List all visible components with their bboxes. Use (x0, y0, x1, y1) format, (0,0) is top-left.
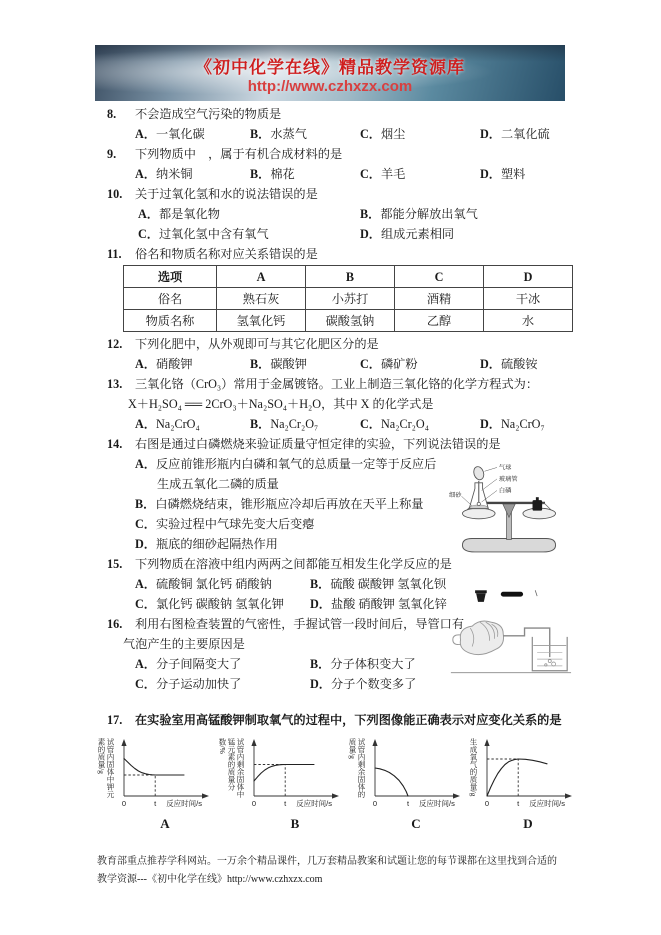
option-text: 分子体积变大了 (330, 657, 416, 671)
question-text: 下列化肥中，从外观即可与其它化肥区分的是 (135, 337, 379, 351)
option-letter: A． (135, 657, 156, 671)
option-letter: B． (360, 207, 381, 221)
question-number: 9. (107, 147, 117, 161)
option-c (360, 124, 480, 144)
option-text: 反应前锥形瓶内白磷和氧气的总质量一定等于反应后 (156, 457, 437, 471)
balloon-label: 气球 (498, 464, 512, 472)
table-header-cell: 选项 (124, 266, 217, 288)
graph-A-plot (115, 736, 215, 810)
option-a (135, 654, 310, 674)
table-header-cell: A (217, 266, 306, 288)
question-text: 俗名和物质名称对应关系错误的是 (135, 247, 318, 261)
option-d (480, 124, 569, 144)
option-text: 硝酸钾 (156, 357, 193, 371)
option-letter: C． (138, 227, 159, 241)
table-cell: 干冰 (484, 288, 573, 310)
option-letter: B． (250, 417, 271, 431)
graph-B-plot (245, 736, 345, 810)
question-17 (95, 710, 569, 834)
table-cell: 水 (484, 310, 573, 332)
graph-C-plot (366, 736, 466, 810)
graph-A-letter: A (160, 816, 170, 831)
option-text: 都能分解放出氧气 (380, 207, 478, 221)
options-row (135, 354, 569, 374)
footer-line2 (97, 871, 575, 889)
option-text: 水蒸气 (270, 127, 307, 141)
option-a (138, 204, 360, 224)
question-text-line2: 气泡产生的主要原因是 (123, 637, 245, 651)
option-text: 分子运动加快了 (156, 677, 242, 691)
option-text: 一氧化碳 (156, 127, 205, 141)
white-phosphorus-label: 白磷 (498, 487, 512, 495)
option-a (135, 414, 250, 434)
graph-D-ylabel: 生成氧气的质量/g (469, 738, 478, 797)
option-letter: A． (135, 577, 156, 591)
option-letter: C． (360, 357, 381, 371)
q11-table (123, 265, 573, 332)
question-text: 关于过氧化氢和水的说法错误的是 (135, 187, 318, 201)
options-row (135, 414, 569, 434)
option-d (480, 414, 569, 434)
table-header-cell: B (306, 266, 395, 288)
option-a (135, 574, 310, 594)
option-text: 硫酸铵 (501, 357, 538, 371)
option-text: 氯化钙 碳酸钠 氢氧化钾 (156, 597, 284, 611)
table-cell: 俗名 (124, 288, 217, 310)
svg-text:t: t (154, 799, 157, 808)
footer-url-link[interactable]: http://www.czhxzx.com (227, 873, 323, 885)
option-c (135, 594, 310, 614)
option-letter: D． (480, 417, 501, 431)
question-text: 下列物质中 ，属于有机合成材料的是 (135, 147, 343, 161)
option-text: 烟尘 (381, 127, 406, 141)
question-11 (95, 244, 569, 332)
table-row (124, 288, 573, 310)
question-number: 17. (107, 713, 123, 727)
options-row (138, 204, 569, 244)
option-text: 瓶底的细砂起隔热作用 (156, 537, 278, 551)
balance-scale-figure (449, 446, 569, 558)
table-cell: 酒精 (395, 288, 484, 310)
question-number: 13. (107, 377, 123, 391)
options-row (135, 164, 569, 184)
option-text: Na₂CrO₄ (156, 417, 200, 431)
option-c (360, 354, 480, 374)
option-letter: C． (360, 167, 381, 181)
label-line-sand (461, 496, 472, 506)
option-c (135, 674, 310, 694)
table-row (124, 310, 573, 332)
balloon-shape (472, 465, 485, 481)
weight-knob (536, 497, 539, 500)
question-10 (95, 184, 569, 244)
graph-C-letter: C (411, 816, 421, 831)
option-text: 棉花 (270, 167, 295, 181)
balance-pointer (503, 504, 515, 517)
balance-base (462, 538, 555, 551)
option-letter: C． (360, 417, 381, 431)
option-text: 硫酸铜 氯化钙 硝酸钠 (156, 577, 272, 591)
svg-text:0: 0 (484, 799, 490, 808)
banner-url-link[interactable]: http://www.czhxzx.com (247, 78, 413, 95)
small-mark (535, 590, 537, 596)
label-line-tube (482, 479, 497, 491)
table-cell: 乙醇 (395, 310, 484, 332)
option-text: 纳米铜 (156, 167, 193, 181)
option-a (135, 124, 250, 144)
graph-C (348, 736, 466, 834)
option-letter: B． (135, 497, 156, 511)
option-b (250, 354, 360, 374)
svg-text:反应时间/s: 反应时间/s (296, 799, 333, 808)
table-cell: 熟石灰 (217, 288, 306, 310)
graph-A-ylabel: 试管内固体中钾元素的质量/g (97, 738, 115, 798)
option-d (480, 164, 569, 184)
answer-graphs (97, 736, 569, 834)
option-a (135, 164, 250, 184)
question-number: 12. (107, 337, 123, 351)
option-b (250, 414, 360, 434)
bubble (552, 662, 556, 666)
question-12 (95, 334, 569, 374)
option-b (360, 204, 569, 224)
exam-questions (95, 104, 569, 834)
rubber-stopper-icon (475, 590, 487, 593)
question-text: 下列物质在溶液中组内两两之间都能互相发生化学反应的是 (135, 557, 452, 571)
svg-text:t: t (517, 799, 520, 808)
question-number: 10. (107, 187, 123, 201)
svg-text:t: t (406, 799, 410, 808)
footer-line2-text: 教学资源---《初中化学在线》 (97, 873, 227, 885)
option-letter: B． (250, 167, 271, 181)
option-letter: D． (360, 227, 381, 241)
fine-sand-label: 细砂 (449, 492, 462, 500)
option-c (360, 414, 480, 434)
option-letter: B． (310, 657, 331, 671)
option-letter: B． (250, 127, 271, 141)
footer-line1: 教育部重点推荐学科网站。一万余个精品课件，几万套精品教案和试题让您的每节课都在这里找到合适的 (97, 856, 557, 867)
option-text: 实验过程中气球先变大后变瘪 (156, 517, 315, 531)
graph-B (218, 736, 345, 834)
graph-C-ylabel: 试管内剩余固体的质量/g (348, 738, 366, 798)
option-letter: D． (135, 537, 156, 551)
question-14 (95, 434, 569, 554)
option-c (360, 164, 480, 184)
option-text: 塑料 (501, 167, 526, 181)
option-letter: D． (310, 677, 331, 691)
option-text: 碳酸钾 (270, 357, 307, 371)
question-number: 8. (107, 107, 117, 121)
left-pan (462, 508, 495, 519)
rubber-stopper-icon (476, 593, 486, 602)
banner-title: 《初中化学在线》精品教学资源库 (195, 58, 465, 77)
option-d (360, 224, 569, 244)
option-text: 羊毛 (381, 167, 406, 181)
question-number: 16. (107, 617, 123, 631)
option-letter: C． (135, 597, 156, 611)
site-banner (95, 45, 565, 101)
svg-text:0: 0 (121, 799, 127, 808)
table-cell: 氢氧化钙 (217, 310, 306, 332)
option-letter: A． (135, 417, 156, 431)
option-letter: A． (135, 167, 156, 181)
option-letter: A． (135, 357, 156, 371)
question-13 (95, 374, 569, 434)
graph-B-letter: B (290, 816, 300, 831)
option-b (250, 124, 360, 144)
table-header-row (124, 266, 573, 288)
table-cell: 物质名称 (124, 310, 217, 332)
question-text: 三氧化铬（CrO₃）常用于金属镀铬。工业上制造三氧化铬的化学方程式为： (135, 377, 539, 391)
options-row (135, 124, 569, 144)
graph-D-letter: D (523, 816, 533, 831)
table-cell: 碳酸氢钠 (306, 310, 395, 332)
question-number: 15. (107, 557, 123, 571)
airtightness-test-figure (447, 580, 573, 682)
graph-D-plot (478, 736, 578, 810)
question-9 (95, 144, 569, 184)
option-text: 二氧化硫 (501, 127, 550, 141)
option-letter: B． (250, 357, 271, 371)
option-text: 盐酸 硝酸钾 氢氧化锌 (331, 597, 447, 611)
question-text: 利用右图检查装置的气密性，手握试管一段时间后，导管口有 (135, 617, 465, 631)
question-8 (95, 104, 569, 144)
option-letter: D． (480, 127, 501, 141)
option-text: 白磷燃烧结束，锥形瓶应冷却后再放在天平上称量 (155, 497, 424, 511)
option-text: 硫酸 碳酸钾 氢氧化钡 (330, 577, 447, 591)
option-text: 都是氧化物 (159, 207, 220, 221)
option-text: 分子间隔变大了 (156, 657, 242, 671)
question-number: 14. (107, 437, 123, 451)
white-phosphorus-dot (477, 502, 480, 505)
graph-D (469, 736, 578, 834)
option-letter: A． (135, 127, 156, 141)
option-letter: C． (360, 127, 381, 141)
question-number: 11. (107, 247, 122, 261)
option-b (250, 164, 360, 184)
chemical-equation: X＋H₂SO₄ ══ 2CrO₃＋Na₂SO₄＋H₂O，其中 X 的化学式是 (128, 397, 434, 411)
question-16 (95, 614, 569, 694)
svg-text:0: 0 (372, 799, 378, 808)
weight (533, 500, 543, 511)
bubble (548, 659, 551, 662)
question-text: 右图是通过白磷燃烧来验证质量守恒定律的实验，下列说法错误的是 (135, 437, 501, 451)
svg-text:0: 0 (251, 799, 257, 808)
option-a-line2: 生成五氧化二磷的质量 (157, 477, 279, 491)
option-a (135, 354, 250, 374)
option-text: Na₂CrO₇ (501, 417, 545, 431)
option-c (138, 224, 360, 244)
option-letter: A． (135, 457, 156, 471)
option-text: 过氧化氢中含有氧气 (159, 227, 269, 241)
option-d (480, 354, 569, 374)
table-cell: 小苏打 (306, 288, 395, 310)
question-text: 在实验室用高锰酸钾制取氧气的过程中，下列图像能正确表示对应变化关系的是 (135, 713, 562, 727)
graph-A (97, 736, 215, 834)
option-letter: C． (135, 677, 156, 691)
option-text: 分子个数变多了 (331, 677, 417, 691)
option-text: 组成元素相同 (381, 227, 455, 241)
option-text: Na₂Cr₂O₇ (270, 417, 319, 431)
option-letter: D． (480, 167, 501, 181)
hand (460, 621, 503, 655)
option-letter: D． (310, 597, 331, 611)
svg-text:反应时间/s: 反应时间/s (529, 799, 566, 808)
option-letter: B． (310, 577, 331, 591)
footer (97, 853, 575, 888)
option-letter: D． (480, 357, 501, 371)
graph-B-ylabel: 试管内剩余固体中锰元素的质量分数/% (218, 738, 245, 798)
table-header-cell: D (484, 266, 573, 288)
svg-text:反应时间/s: 反应时间/s (419, 799, 455, 808)
option-letter: C． (135, 517, 156, 531)
delivery-tube (503, 628, 550, 657)
svg-text:t: t (284, 799, 287, 808)
option-text: Na₂Cr₂O₄ (381, 417, 429, 431)
question-text: 不会造成空气污染的物质是 (135, 107, 282, 121)
svg-text:反应时间/s: 反应时间/s (166, 799, 203, 808)
glass-tube-label: 玻璃管 (498, 475, 518, 483)
option-text: 磷矿粉 (381, 357, 418, 371)
label-line-balloon (485, 467, 497, 471)
option-letter: A． (138, 207, 159, 221)
table-header-cell: C (395, 266, 484, 288)
